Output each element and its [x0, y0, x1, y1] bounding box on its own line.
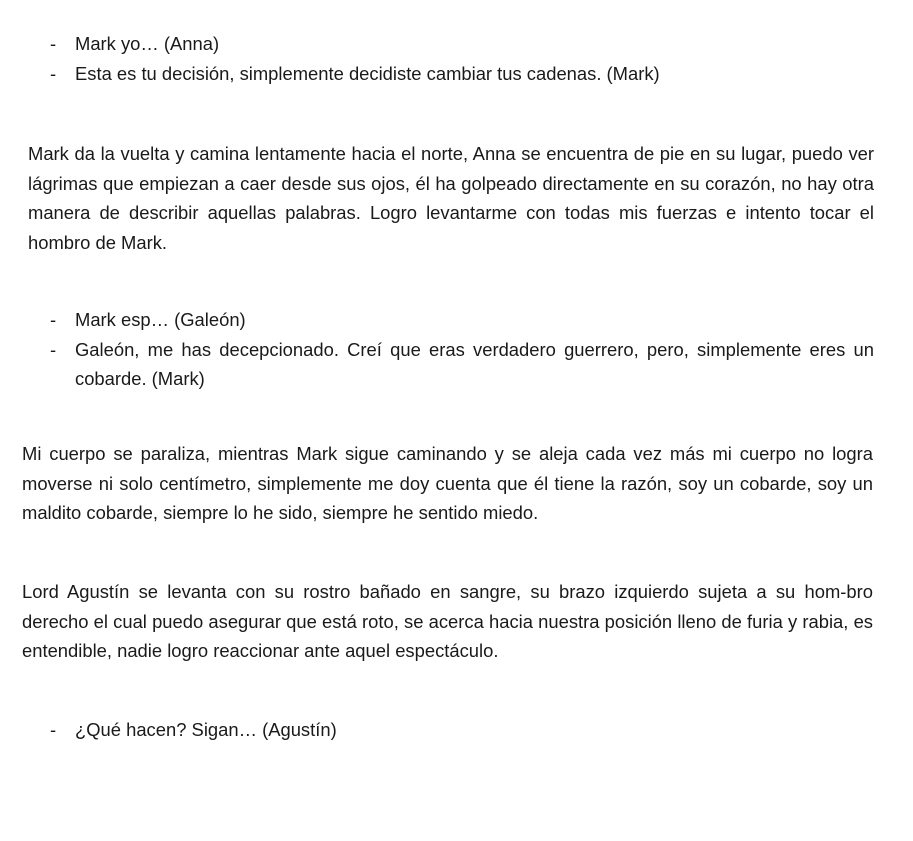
dialogue-block-2 [28, 305, 874, 394]
dialogue-text: Mark yo… (Anna) [75, 33, 220, 54]
dash-marker: - [50, 309, 57, 330]
dialogue-line [28, 335, 874, 394]
dash-marker: - [50, 33, 57, 54]
dialogue-list-1 [28, 29, 874, 88]
dialogue-list-3 [28, 715, 874, 745]
dialogue-text: Mark esp… (Galeón) [75, 309, 246, 330]
narrative-block-2 [22, 439, 873, 528]
narrative-paragraph: Lord Agustín se levanta con su rostro bañado en sangre, su brazo izquierdo sujeta a su hom-bro derecho el cual puedo asegurar que está roto, se acerca hacia nuestra posición lleno de furia y rabia, es entendible, nadie logro reaccionar ante aquel espectáculo. [22, 581, 873, 661]
dash-marker: - [50, 62, 57, 84]
narrative-paragraph: Mi cuerpo se paraliza, mientras Mark sigue caminando y se aleja cada vez más mi cuerpo no logra moverse ni solo centímetro, simplemente me doy cuenta que él tiene la razón, soy un cobarde, soy un maldito cobarde, siempre lo he sido, siempre he sentido miedo. [22, 443, 873, 523]
dash-marker: - [50, 338, 57, 360]
narrative-block-3 [22, 577, 873, 666]
dialogue-block-3 [28, 715, 874, 745]
dialogue-line [28, 715, 874, 745]
narrative-paragraph: Mark da la vuelta y camina lentamente hacia el norte, Anna se encuentra de pie en su lugar, puedo ver lágrimas que empiezan a caer desde sus ojos, él ha golpeado directamente en su corazón, no hay otra manera de describir aquellas palabras. Logro levantarme con todas mis fuerzas e intento tocar el hombro de Mark. [28, 143, 874, 253]
dialogue-text: Galeón, me has decepcionado. Creí que eras verdadero guerrero, pero, simplemente eres un cobarde. (Mark) [75, 338, 874, 389]
dash-marker: - [50, 719, 57, 740]
narrative-block-1 [28, 139, 874, 257]
dialogue-line [28, 59, 874, 89]
dialogue-block-1 [28, 29, 874, 88]
dialogue-list-2 [28, 305, 874, 394]
dialogue-line [28, 29, 874, 59]
dialogue-text: Esta es tu decisión, simplemente decidiste cambiar tus cadenas. (Mark) [75, 62, 660, 84]
dialogue-text: ¿Qué hacen? Sigan… (Agustín) [75, 719, 337, 740]
dialogue-line [28, 305, 874, 335]
